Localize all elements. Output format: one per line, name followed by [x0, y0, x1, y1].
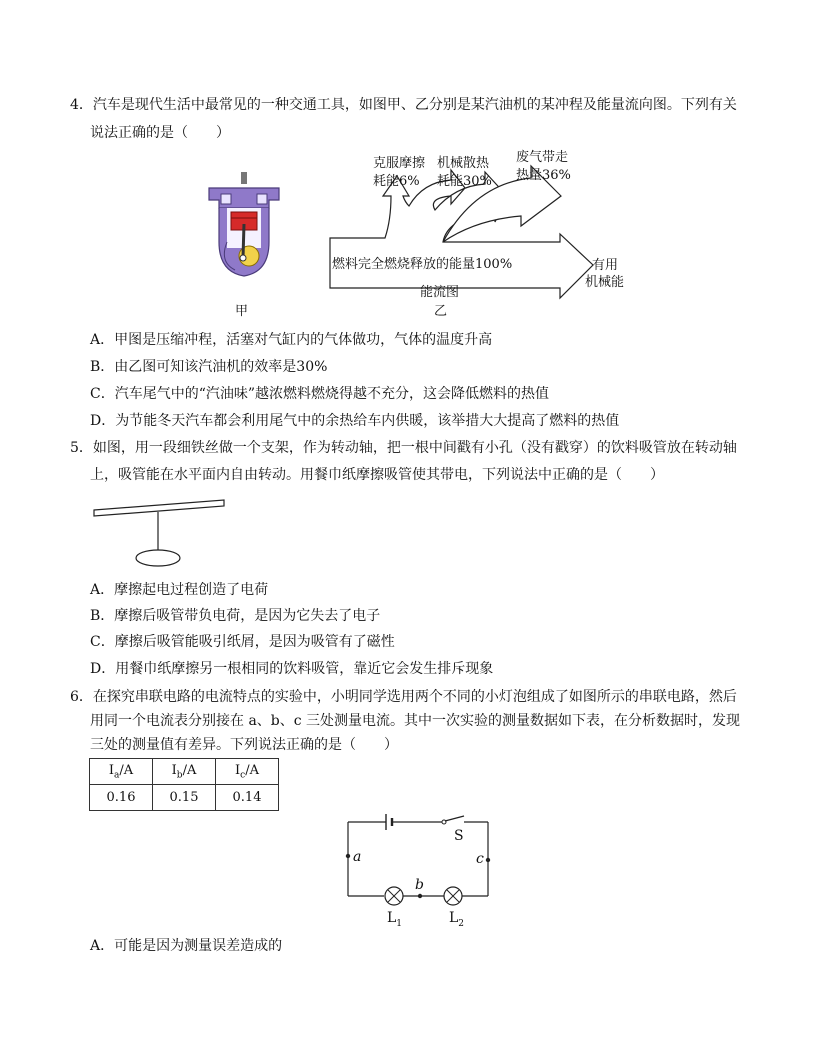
stand-base: [136, 550, 180, 566]
q5-stem-line1: 5．如图，用一段细铁丝做一个支架，作为转动轴，把一根中间戳有小孔（没有戳穿）的饮料吸管放在转动轴: [70, 440, 737, 456]
switch-label: S: [454, 828, 464, 844]
flow-useful-line1: 有用: [592, 258, 619, 273]
connecting-rod: [243, 224, 244, 258]
engine-diagram: [205, 172, 285, 284]
flow-main-label: 燃料完全燃烧释放的能量100%: [332, 257, 513, 272]
q5-option-d: D．用餐巾纸摩擦另一根相同的饮料吸管，靠近它会发生排斥现象: [90, 661, 494, 677]
intake-valve: [221, 194, 231, 204]
bulb-l1-label: $L_1$: [387, 910, 403, 929]
point-c-label: c: [476, 851, 484, 867]
q5-option-a: A．摩擦起电过程创造了电荷: [90, 582, 269, 598]
fig-jia-label: 甲: [235, 304, 249, 319]
point-a-dot: [346, 854, 350, 858]
spark-plug: [241, 172, 247, 184]
cylinder-head: [209, 188, 279, 208]
straw-on-axis-diagram: [90, 496, 230, 570]
energy-flow-diagram: [325, 150, 625, 300]
q5-option-c: C．摩擦后吸管能吸引纸屑，是因为吸管有了磁性: [90, 634, 395, 650]
table-row: [90, 759, 279, 785]
flow-heat-line1: 机械散热: [437, 156, 490, 171]
q6-stem-line2: 用同一个电流表分别接在 a、b、c 三处测量电流。其中一次实验的测量数据如下表，在分析数据时，发现: [90, 713, 741, 729]
q4-option-a: A．甲图是压缩冲程，活塞对气缸内的气体做功，气体的温度升高: [90, 332, 493, 348]
q4-stem-line2: 说法正确的是（ ）: [90, 125, 230, 141]
table-header-ia: $I_a/A$: [90, 759, 153, 785]
flow-useful-line2: 机械能: [585, 275, 625, 290]
current-data-table: [89, 758, 279, 811]
flow-exhaust-line1: 废气带走: [516, 150, 569, 165]
q5-stem-line2: 上，吸管能在水平面内自由转动。用餐巾纸摩擦吸管使其带电，下列说法中正确的是（ ）: [90, 467, 664, 483]
table-header-ic: $I_c/A$: [216, 759, 279, 785]
q6-stem-line3: 三处的测量值有差异。下列说法正确的是（ ）: [90, 737, 398, 753]
q4-option-b: B．由乙图可知该汽油机的效率是30%: [90, 359, 328, 375]
q6-option-a: A．可能是因为测量误差造成的: [90, 938, 283, 954]
table-cell-ic: 0.14: [216, 785, 279, 811]
table-header-ib: $I_b/A$: [153, 759, 216, 785]
flow-exhaust-line2: 热量36%: [516, 168, 571, 183]
switch-lever: [445, 816, 464, 821]
fig-yi-label: 乙: [434, 304, 448, 319]
flow-friction-line1: 克服摩擦: [373, 156, 426, 171]
q4-stem-line1: 4．汽车是现代生活中最常见的一种交通工具，如图甲、乙分别是某汽油机的某冲程及能量流向图。下列有关: [70, 97, 737, 113]
flow-friction-line2: 耗能6%: [373, 174, 420, 189]
flow-caption: 能流图: [420, 285, 460, 300]
point-b-dot: [418, 894, 422, 898]
drinking-straw: [94, 500, 224, 516]
point-c-dot: [486, 858, 490, 862]
q4-option-d: D．为节能冬天汽车都会利用尾气中的余热给车内供暖，该举措大大提高了燃料的热值: [90, 413, 620, 429]
q5-option-b: B．摩擦后吸管带负电荷，是因为它失去了电子: [90, 608, 381, 624]
flow-heat-line2: 耗能30%: [437, 174, 492, 189]
bulb-l2-label: $L_2$: [449, 910, 465, 929]
table-row: [90, 785, 279, 811]
q4-option-c: C．汽车尾气中的“汽油味”越浓燃料燃烧得越不充分，这会降低燃料的热值: [90, 386, 550, 402]
table-cell-ib: 0.15: [153, 785, 216, 811]
q6-stem-line1: 6．在探究串联电路的电流特点的实验中，小明同学选用两个不同的小灯泡组成了如图所示的串联电路，然后: [70, 689, 737, 705]
point-a-label: a: [353, 849, 362, 865]
point-b-label: b: [415, 877, 424, 893]
exhaust-valve: [257, 194, 267, 204]
table-cell-ia: 0.16: [90, 785, 153, 811]
